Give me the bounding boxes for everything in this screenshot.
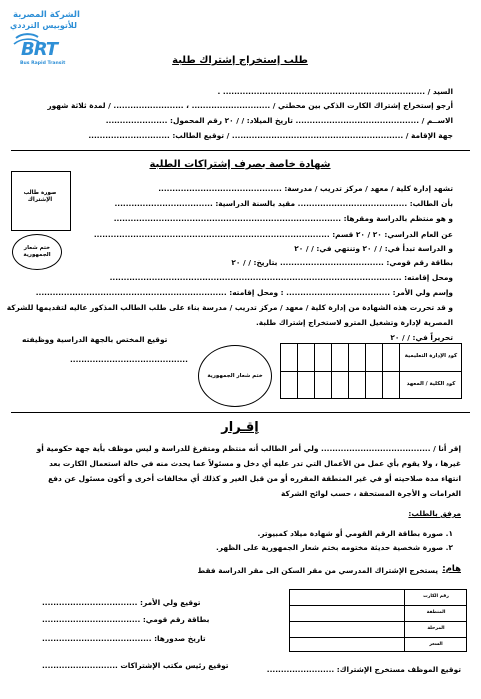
- residence-signature-line: جهة الإقامة / ............................................................. / توقيع الطالب: .............................: [88, 131, 453, 140]
- brt-logo: BRT: [21, 39, 58, 60]
- important-text: يستخرج الإشتراك المدرسي من مقر السكن الى مقر الدراسة فقط: [197, 566, 438, 575]
- cert-line-academic-year: عن العام الدراسي: ٢٠ / ٢٠ قسم: ....................................................................................: [93, 230, 453, 239]
- code-grid-col-1: [297, 343, 298, 399]
- card-table-row-2: [289, 621, 467, 622]
- code-grid-col-6: [382, 343, 383, 399]
- stamp-circle-top: ختم شعار الجمهورية: [12, 234, 62, 270]
- card-table-row-1: [289, 605, 467, 606]
- attachment-item-1: ١. صورة بطاقة الرقم القومي أو شهادة ميلاد كمبيوتر.: [257, 529, 453, 538]
- cert-line-national-id: بطاقة رقم قومي: ..................................... بتاريخ: / / ٢٠: [231, 258, 453, 267]
- issue-date-line: تحريراً في: / / ٢٠: [390, 333, 453, 342]
- code-grid-row-divider: [280, 371, 462, 372]
- photo-box-label: صورة طالب الإشتراك: [23, 190, 57, 203]
- zone-label: المنطقة: [426, 610, 446, 615]
- attachment-item-2: ٢. صورة شخصية حديثة مختومه بختم شعار الجمهورية على الظهر.: [215, 543, 453, 552]
- certificate-title: شهادة خاصة بصرف إشتراكات الطلبة: [149, 159, 331, 170]
- price-label: السعر: [429, 642, 443, 647]
- addressee-line: السيد / ........................................................................ .: [217, 87, 453, 96]
- request-line: أرجو إستخراج إشتراك الكارت الذكي بين محطتي / ............................ ، ......................... / لمدة ثلاثة شهور: [47, 101, 453, 110]
- code-grid-col-2: [314, 343, 315, 399]
- company-name: الشركة المصرية: [13, 10, 80, 20]
- employee-signature-line: توقيع الموظف مستخرج الإشتراك: ........................: [266, 665, 461, 674]
- cert-line-statement-2: المصرية لإدارة وتشغيل المترو لاستخراج إشتراك طلبة.: [255, 318, 453, 327]
- card-number-label: رقم الكارت: [423, 594, 449, 599]
- divider-top: [11, 150, 470, 151]
- cert-line-study-period: و الدراسة تبدأ في: / / ٢٠ وتنتهي في: / / ٢٠: [294, 244, 453, 253]
- official-signature-dots: ..........................................: [70, 355, 188, 364]
- cert-line-statement-1: و قد تحررت هذه الشهادة من إدارة كلية / معهد / مركز تدريب / مدرسة بناء على طلب الطالب المذكور عاليه لتقديمها للشركة: [6, 303, 453, 312]
- important-label: هام:: [442, 564, 461, 574]
- pledge-line-2: غيرها ، ولا يقوم بأي عمل من الأعمال التي تدر عليه أي دخل و مسئولاً عما يحدث منه في حالة استعمال الكارت بعد: [49, 459, 461, 468]
- code-grid-col-5: [365, 343, 366, 399]
- cert-line-study-place: و هو منتظم بالدراسة ومقرها: .................................................................................: [113, 214, 453, 223]
- pledge-line-4: الغرامات و الأجرة المستحقة ، حسب لوائح الشركة: [281, 489, 461, 498]
- company-subname: للأتوبيس الترددي: [10, 21, 77, 30]
- brt-tagline: Bus Rapid Transit: [20, 61, 66, 66]
- stamp-circle-middle: ختم شعار الجمهورية: [198, 345, 272, 407]
- code-grid-col-3: [331, 343, 332, 399]
- guardian-id-date-line: تاريخ صدورها: .......................................: [42, 634, 206, 643]
- official-signature-label: توقيع المختص بالجهة الدراسية ووظيفته: [22, 335, 168, 344]
- form-title: طلب إستخراج إشتراك طلبة: [172, 55, 308, 66]
- name-birth-mobile-line: الاســم / ............................................ تاريخ الميلاد: / / ٢٠ رقم المحمول: ......................: [105, 116, 453, 125]
- cert-line-guardian: وإسم ولي الأمر: ..................................... : ومحل إقامته: ....................................................................: [35, 288, 453, 297]
- cert-line-institution: تشهد إدارة كلية / معهد / مركز تدريب / مدرسة: ............................................: [158, 184, 453, 193]
- guardian-signature-line: توقيع ولي الأمر: ..................................: [42, 598, 201, 607]
- code-grid-col-7: [399, 343, 400, 399]
- cert-line-residence: ومحل إقامته: ........................................................................................................: [109, 273, 453, 282]
- pledge-line-1: إقر أنا / ....................................... ولي أمر الطالب أنه منتظم ومتفرغ للدراسة و ليس موظف بأية جهة حكومية أو: [36, 444, 461, 453]
- stage-label: المرحلة: [427, 626, 445, 631]
- card-table-row-3: [289, 637, 467, 638]
- guardian-id-line: بطاقة رقم قومي: ...................................: [42, 615, 210, 624]
- pledge-line-3: انتهاء مدة صلاحيته أو في غير المنطقة المقرره أو من قبل الغير و كذلك أي مخالفات أخرى و أكون مسئول عن دفع: [48, 474, 461, 483]
- code-label-admin: كود الإدارة التعليمية: [404, 353, 458, 359]
- code-label-college: كود الكلية / المعهد: [406, 381, 456, 387]
- chief-signature-line: توقيع رئيس مكتب الإشتراكات ...........................: [42, 661, 229, 670]
- pledge-title: إقـرار: [221, 420, 259, 435]
- divider-bottom: [11, 412, 470, 413]
- code-grid-col-4: [348, 343, 349, 399]
- cert-line-student: بأن الطالب: ....................................... مقيد بالسنة الدراسية: ...................................: [114, 199, 453, 208]
- attachments-title: مرفق بالطلب:: [408, 509, 461, 518]
